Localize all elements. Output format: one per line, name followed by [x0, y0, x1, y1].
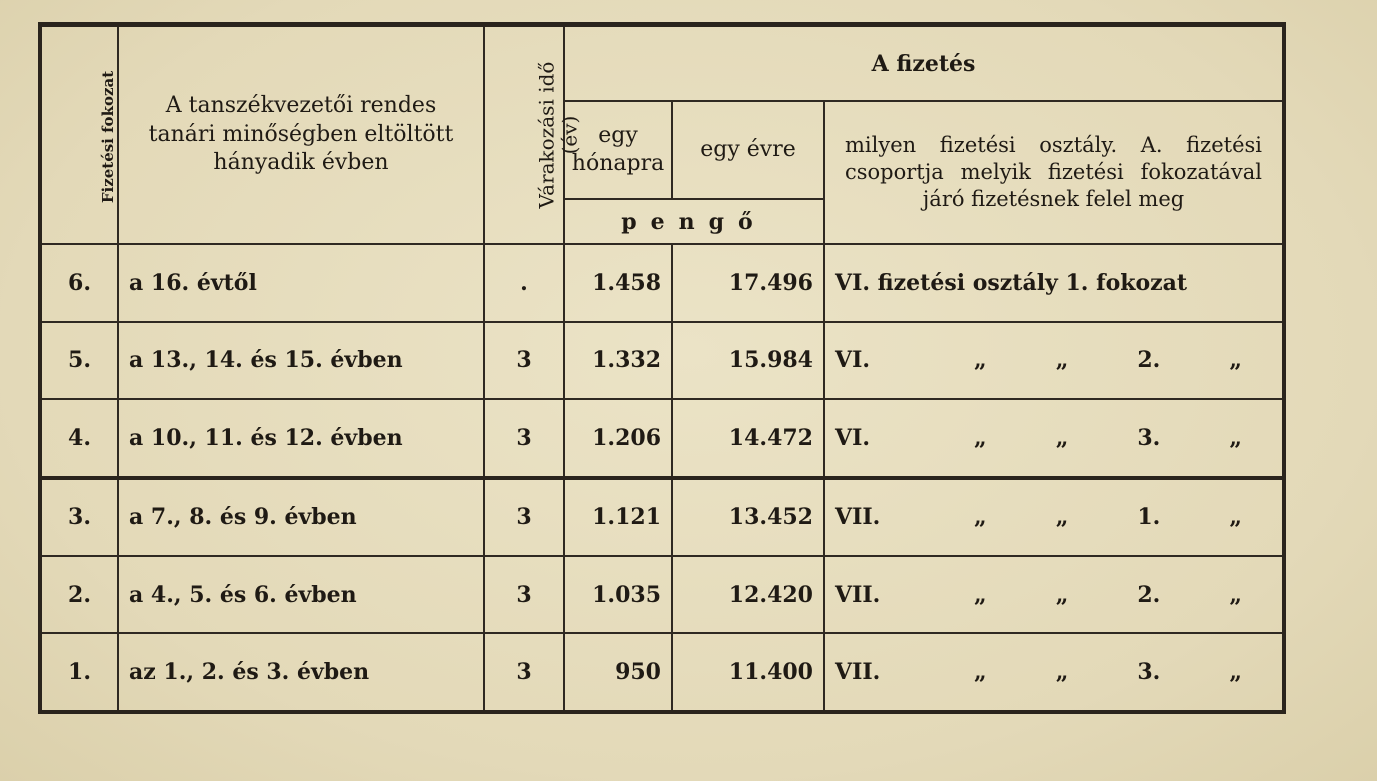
osztaly-ditto: „ — [1055, 504, 1069, 531]
cell-honap: 1.332 — [564, 322, 672, 399]
cell-honap: 1.035 — [564, 556, 672, 633]
table-row — [40, 399, 1284, 477]
header-varakozas — [484, 25, 582, 245]
header-evre: egy évre — [672, 101, 824, 199]
cell-fokozat: 5. — [40, 322, 118, 399]
cell-evre: 14.472 — [672, 399, 824, 477]
osztaly-num: 3. — [1137, 659, 1161, 686]
cell-varakozas: 3 — [484, 399, 564, 477]
osztaly-ditto: „ — [1229, 581, 1242, 608]
header-row-1 — [40, 25, 1284, 102]
osztaly-num: 1. — [1137, 504, 1161, 531]
cell-ev: a 7., 8. és 9. évben — [118, 478, 484, 556]
osztaly-ditto: „ — [1055, 659, 1069, 686]
cell-evre: 12.420 — [672, 556, 824, 633]
cell-varakozas: 3 — [484, 322, 564, 399]
cell-varakozas: 3 — [484, 556, 564, 633]
osztaly-ditto: „ — [1229, 424, 1242, 451]
cell-evre: 13.452 — [672, 478, 824, 556]
cell-fokozat: 3. — [40, 478, 118, 556]
osztaly-ditto: „ — [974, 659, 987, 686]
cell-osztaly — [824, 556, 1284, 633]
osztaly-ditto: „ — [1055, 347, 1069, 374]
osztaly-roman: VI. — [835, 347, 871, 374]
header-osztaly — [824, 101, 1284, 244]
header-osztaly-label: milyen fizetési osztály. A. fizetési csoportja melyik fizetési fokozatával járó fizetésnek felel meg — [845, 132, 1263, 212]
cell-honap: 1.121 — [564, 478, 672, 556]
cell-fokozat: 4. — [40, 399, 118, 477]
osztaly-roman: VII. — [835, 504, 881, 531]
table-row — [40, 322, 1284, 399]
cell-ev: a 16. évtől — [118, 244, 484, 321]
table-row — [40, 633, 1284, 712]
cell-evre: 15.984 — [672, 322, 824, 399]
osztaly-ditto: „ — [974, 424, 987, 451]
osztaly-ditto: „ — [974, 347, 987, 374]
header-fizetes: A fizetés — [564, 25, 1284, 102]
cell-osztaly: VI. fizetési osztály 1. fokozat — [824, 244, 1284, 321]
table-row — [40, 244, 1284, 321]
cell-fokozat: 6. — [40, 244, 118, 321]
osztaly-ditto: „ — [974, 504, 987, 531]
cell-osztaly — [824, 322, 1284, 399]
table-row — [40, 556, 1284, 633]
osztaly-ditto: „ — [974, 581, 987, 608]
cell-varakozas: . — [484, 244, 564, 321]
header-ev — [118, 25, 484, 245]
header-varakozas-line2: (év) — [557, 115, 582, 154]
header-fokozat-label: Fizetési fokozat — [99, 70, 118, 204]
osztaly-ditto: „ — [1229, 347, 1242, 374]
osztaly-num: 3. — [1137, 424, 1161, 451]
cell-fokozat: 2. — [40, 556, 118, 633]
osztaly-ditto: „ — [1055, 581, 1069, 608]
osztaly-roman: VII. — [835, 659, 881, 686]
table-row — [40, 478, 1284, 556]
header-penge: pengő — [564, 199, 824, 244]
header-ev-label: A tanszékvezetői rendes tanári minőségben eltöltött hányadik évben — [148, 93, 454, 176]
osztaly-roman: VI. — [835, 424, 871, 451]
header-fokozat — [40, 25, 118, 245]
cell-ev: a 4., 5. és 6. évben — [118, 556, 484, 633]
osztaly-num: 2. — [1137, 581, 1161, 608]
salary-table — [38, 22, 1286, 714]
header-varakozas-line1: Várakozási idő — [534, 61, 559, 209]
cell-honap: 950 — [564, 633, 672, 712]
cell-ev: az 1., 2. és 3. évben — [118, 633, 484, 712]
cell-osztaly — [824, 633, 1284, 712]
cell-evre: 17.496 — [672, 244, 824, 321]
header-varakozas-label — [535, 61, 581, 208]
cell-osztaly — [824, 399, 1284, 477]
cell-evre: 11.400 — [672, 633, 824, 712]
osztaly-ditto: „ — [1229, 659, 1242, 686]
header-honap: egy hónapra — [564, 101, 672, 199]
cell-honap: 1.206 — [564, 399, 672, 477]
cell-osztaly — [824, 478, 1284, 556]
osztaly-ditto: „ — [1055, 424, 1069, 451]
cell-fokozat: 1. — [40, 633, 118, 712]
cell-ev: a 10., 11. és 12. évben — [118, 399, 484, 477]
osztaly-ditto: „ — [1229, 504, 1242, 531]
osztaly-num: 2. — [1137, 347, 1161, 374]
cell-honap: 1.458 — [564, 244, 672, 321]
cell-varakozas: 3 — [484, 478, 564, 556]
cell-varakozas: 3 — [484, 633, 564, 712]
cell-ev: a 13., 14. és 15. évben — [118, 322, 484, 399]
osztaly-roman: VII. — [835, 581, 881, 608]
